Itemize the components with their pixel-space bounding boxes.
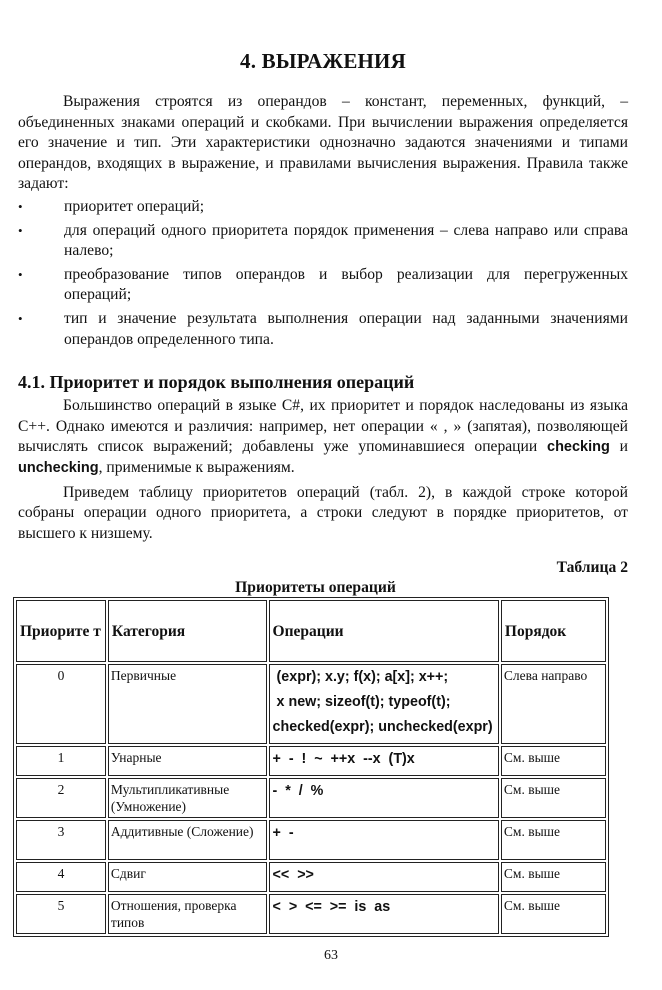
bullet-icon: • — [18, 222, 23, 238]
list-item — [18, 197, 628, 218]
section-paragraph — [18, 396, 628, 478]
list-item — [18, 309, 628, 350]
operations-cell: + - — [269, 820, 499, 860]
table-row — [16, 746, 606, 776]
list-item — [18, 221, 628, 262]
operations-cell: - * / % — [269, 778, 499, 818]
table-intro-paragraph: Приведем таблицу приоритетов операций (табл. 2), в каждой строке которой собраны операции одного приоритета, а строки следуют в порядке приоритетов, от высшего к низшему. — [18, 483, 628, 542]
category-cell: Первичные — [108, 664, 267, 744]
operations-cell: << >> — [269, 862, 499, 892]
bullet-icon: • — [18, 266, 23, 282]
category-cell: Аддитивные (Сложение) — [108, 820, 267, 860]
category-cell: Отношения, проверка типов — [108, 894, 267, 934]
category-cell: Сдвиг — [108, 862, 267, 892]
rules-list — [18, 197, 628, 350]
list-item — [18, 265, 628, 306]
operations-cell: + - ! ~ ++x --x (T)x — [269, 746, 499, 776]
table-number: Таблица 2 — [556, 559, 628, 577]
page-number: 63 — [324, 948, 338, 963]
table-row — [16, 778, 606, 818]
intro-paragraph: Выражения строятся из операндов – констант, переменных, функций, – объединенных знаками операций и скобками. При вычислении выражения определяется его значение и тип. Эти характеристики однозначно задаются значениями и типами операндов, входящих в выражение, и правилами вычисления выражения. Правила также задают: — [18, 93, 628, 193]
table-row — [16, 862, 606, 892]
keyword-unchecking: unchecking — [18, 459, 99, 476]
table-row — [16, 894, 606, 934]
order-cell: Слева направо — [501, 664, 606, 744]
header-priority: Приорите т — [16, 600, 106, 662]
order-cell: См. выше — [501, 746, 606, 776]
table-row — [16, 820, 606, 860]
order-cell: См. выше — [501, 820, 606, 860]
list-item-text: для операций одного приоритета порядок применения – слева направо или справа налево; — [64, 221, 628, 260]
order-cell: См. выше — [501, 862, 606, 892]
operations-cell — [269, 664, 499, 744]
operations-cell: < > <= >= is as — [269, 894, 499, 934]
operations-line: checked(expr); unchecked(expr) — [272, 719, 493, 736]
bullet-icon: • — [18, 310, 23, 326]
table-title: Приоритеты операций — [235, 579, 396, 597]
priority-cell: 3 — [16, 820, 106, 860]
list-item-text: приоритет операций; — [64, 197, 205, 215]
section-paragraph-end: , применимые к выражениям. — [98, 458, 295, 476]
table-header-row — [16, 600, 606, 662]
header-category: Категория — [108, 600, 267, 662]
page — [18, 0, 628, 937]
bullet-icon: • — [18, 198, 23, 214]
operations-line: x new; sizeof(t); typeof(t); — [276, 694, 451, 711]
order-cell: См. выше — [501, 778, 606, 818]
list-item-text: преобразование типов операндов и выбор реализации для перегруженных операций; — [64, 265, 628, 304]
list-item-text: тип и значение результата выполнения операции над заданными значениями операндов определенного типа. — [64, 309, 628, 348]
header-operations: Операции — [269, 600, 499, 662]
priority-table — [13, 597, 609, 937]
operations-line: (expr); x.y; f(x); a[x]; x++; — [276, 669, 449, 686]
priority-cell: 5 — [16, 894, 106, 934]
order-cell: См. выше — [501, 894, 606, 934]
priority-cell: 2 — [16, 778, 106, 818]
chapter-title: 4. ВЫРАЖЕНИЯ — [240, 49, 406, 73]
keyword-checking: checking — [547, 439, 610, 456]
table-row — [16, 664, 606, 744]
section-paragraph-conj: и — [609, 438, 628, 456]
category-cell: Мультипликативные (Умножение) — [108, 778, 267, 818]
priority-cell: 4 — [16, 862, 106, 892]
section-paragraph-text: Большинство операций в языке C#, их приоритет и порядок наследованы из языка C++. Однако имеются и различия: например, нет операции « , » (запятая), позволяющей вычислять список выражений; добавлены уже упоминавшиеся операции — [18, 397, 628, 456]
section-title: 4.1. Приоритет и порядок выполнения операций — [18, 372, 415, 393]
priority-cell: 0 — [16, 664, 106, 744]
category-cell: Унарные — [108, 746, 267, 776]
priority-cell: 1 — [16, 746, 106, 776]
header-order: Порядок — [501, 600, 606, 662]
